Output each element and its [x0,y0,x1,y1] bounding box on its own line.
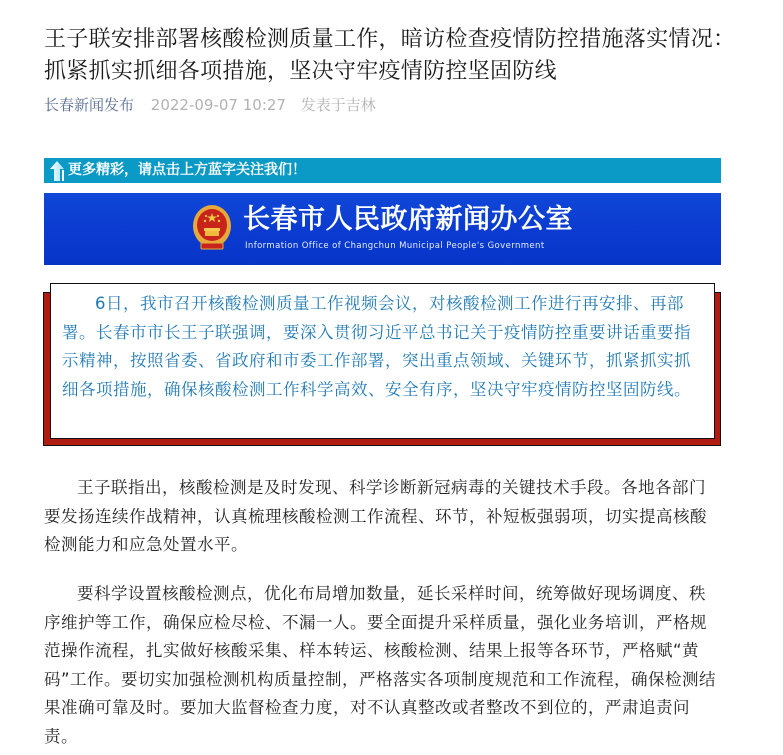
follow-banner [44,158,721,183]
office-banner [44,193,721,265]
article-meta [44,95,376,115]
office-name-cn: 长春市人民政府新闻办公室 [243,204,573,235]
body-paragraph: 要科学设置核酸检测点，优化布局增加数量，延长采样时间，统筹做好现场调度、秩序维护等工作，确保应检尽检、不漏一人。要全面提升采样质量，强化业务培训，严格规范操作流程，扎实做好核酸采集、样本转运、核酸检测、结果上报等各环节，严格赋“黄码”工作。要切实加强检测机构质量控制，严格落实各项制度规范和工作流程，确保检测结果准确可靠及时。要加大监督检查力度，对不认真整改或者整改不到位的，严肃追责问责。 [44,584,717,746]
national-emblem-icon [192,204,232,252]
highlight-text: 6日，我市召开核酸检测质量工作视频会议，对核酸检测工作进行再安排、再部署。长春市市长王子联强调，要深入贯彻习近平总书记关于疫情防控重要讲话重要指示精神，按照省委、省政府和市委工作部署，突出重点领域、关键环节，抓紧抓实抓细各项措施，确保核酸检测工作科学高效、安全有序，坚决守牢疫情防控坚固防线。 [62,294,691,399]
highlight-box [50,283,715,439]
body-paragraph: 王子联指出，核酸检测是及时发现、科学诊断新冠病毒的关键技术手段。各地各部门要发扬连续作战精神，认真梳理核酸检测工作流程、环节，补短板强弱项，切实提高核酸检测能力和应急处置水平。 [44,478,707,554]
publish-datetime: 2022-09-07 10:27 [150,96,286,114]
office-name-en: Information Office of Changchun Municipal People's Government [245,241,545,251]
publish-location: 发表于吉林 [300,96,376,114]
author-link[interactable]: 长春新闻发布 [44,96,135,114]
article-title: 王子联安排部署核酸检测质量工作，暗访检查疫情防控措施落实情况：抓紧抓实抓细各项措施，坚决守牢疫情防控坚固防线 [44,27,736,84]
follow-banner-text: 更多精彩，请点击上方蓝字关注我们！ [68,162,306,178]
arrow-up-icon [48,160,66,182]
